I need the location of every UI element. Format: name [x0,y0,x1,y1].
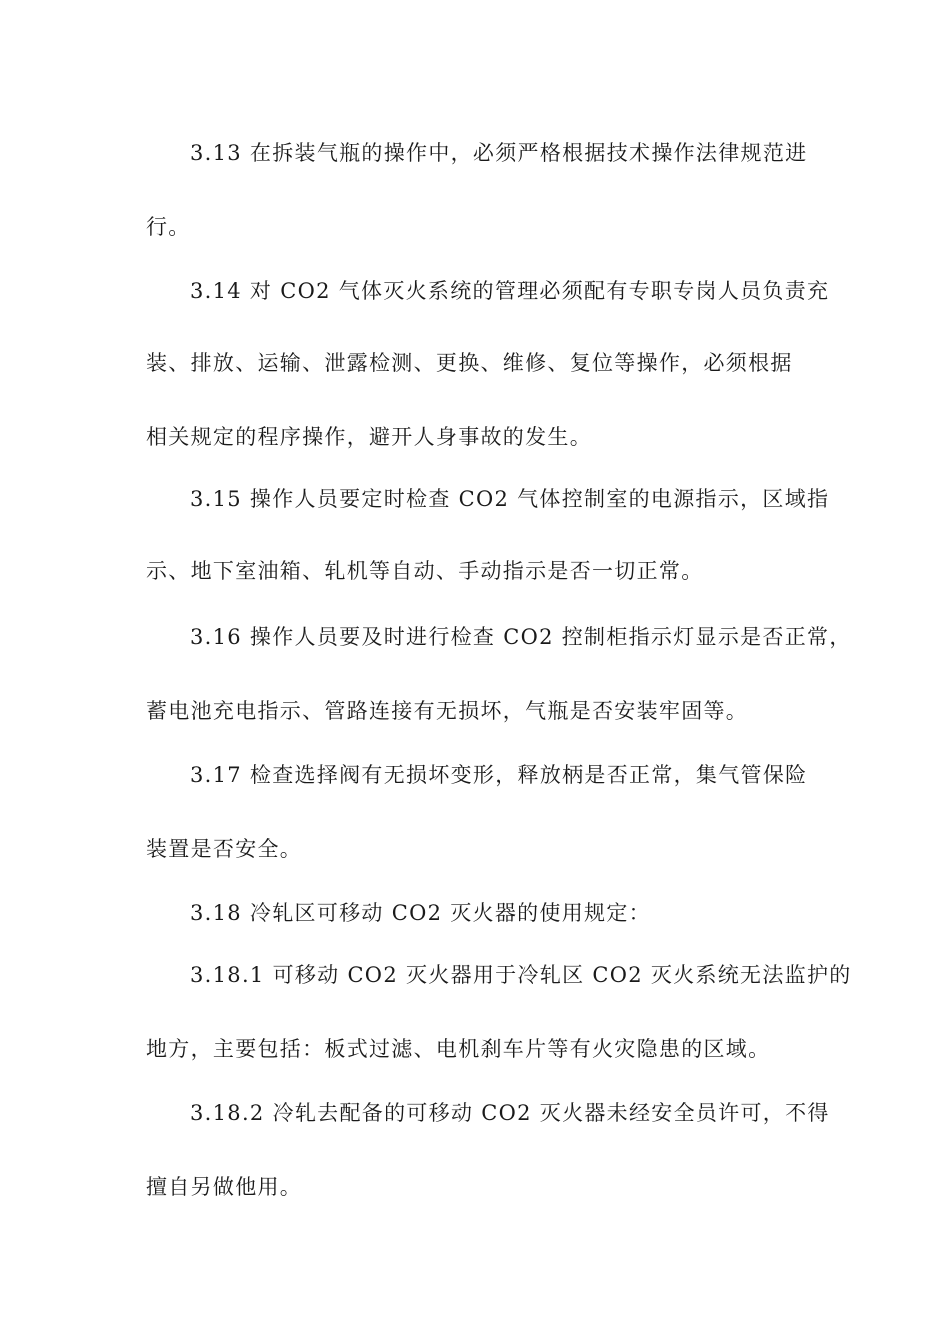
paragraph-3-14-line-2: 装、排放、运输、泄露检测、更换、维修、复位等操作，必须根据 [146,351,793,375]
paragraph-3-17-line-1: 3.17 检查选择阀有无损坏变形，释放柄是否正常，集气管保险 [190,763,808,787]
paragraph-3-16-line-1: 3.16 操作人员要及时进行检查 CO2 控制柜指示灯显示是否正常， [190,625,852,649]
paragraph-3-18-2-line-2: 擅自另做他用。 [146,1175,303,1199]
paragraph-3-17-line-2: 装置是否安全。 [146,837,303,861]
paragraph-3-15-line-2: 示、地下室油箱、轧机等自动、手动指示是否一切正常。 [146,559,704,583]
paragraph-3-18-1-line-2: 地方，主要包括：板式过滤、电机刹车片等有火灾隐患的区域。 [146,1037,771,1061]
paragraph-3-18-1-line-1: 3.18.1 可移动 CO2 灭火器用于冷轧区 CO2 灭火系统无法监护的 [190,963,852,987]
paragraph-3-18-line-1: 3.18 冷轧区可移动 CO2 灭火器的使用规定： [190,901,651,925]
paragraph-3-18-2-line-1: 3.18.2 冷轧去配备的可移动 CO2 灭火器未经安全员许可，不得 [190,1101,830,1125]
paragraph-3-16-line-2: 蓄电池充电指示、管路连接有无损坏，气瓶是否安装牢固等。 [146,699,749,723]
paragraph-3-13-line-1: 3.13 在拆装气瓶的操作中，必须严格根据技术操作法律规范进 [190,141,808,165]
paragraph-3-15-line-1: 3.15 操作人员要定时检查 CO2 气体控制室的电源指示，区域指 [190,487,830,511]
paragraph-3-13-line-2: 行。 [146,215,191,239]
paragraph-3-14-line-1: 3.14 对 CO2 气体灭火系统的管理必须配有专职专岗人员负责充 [190,279,830,303]
paragraph-3-14-line-3: 相关规定的程序操作，避开人身事故的发生。 [146,425,592,449]
